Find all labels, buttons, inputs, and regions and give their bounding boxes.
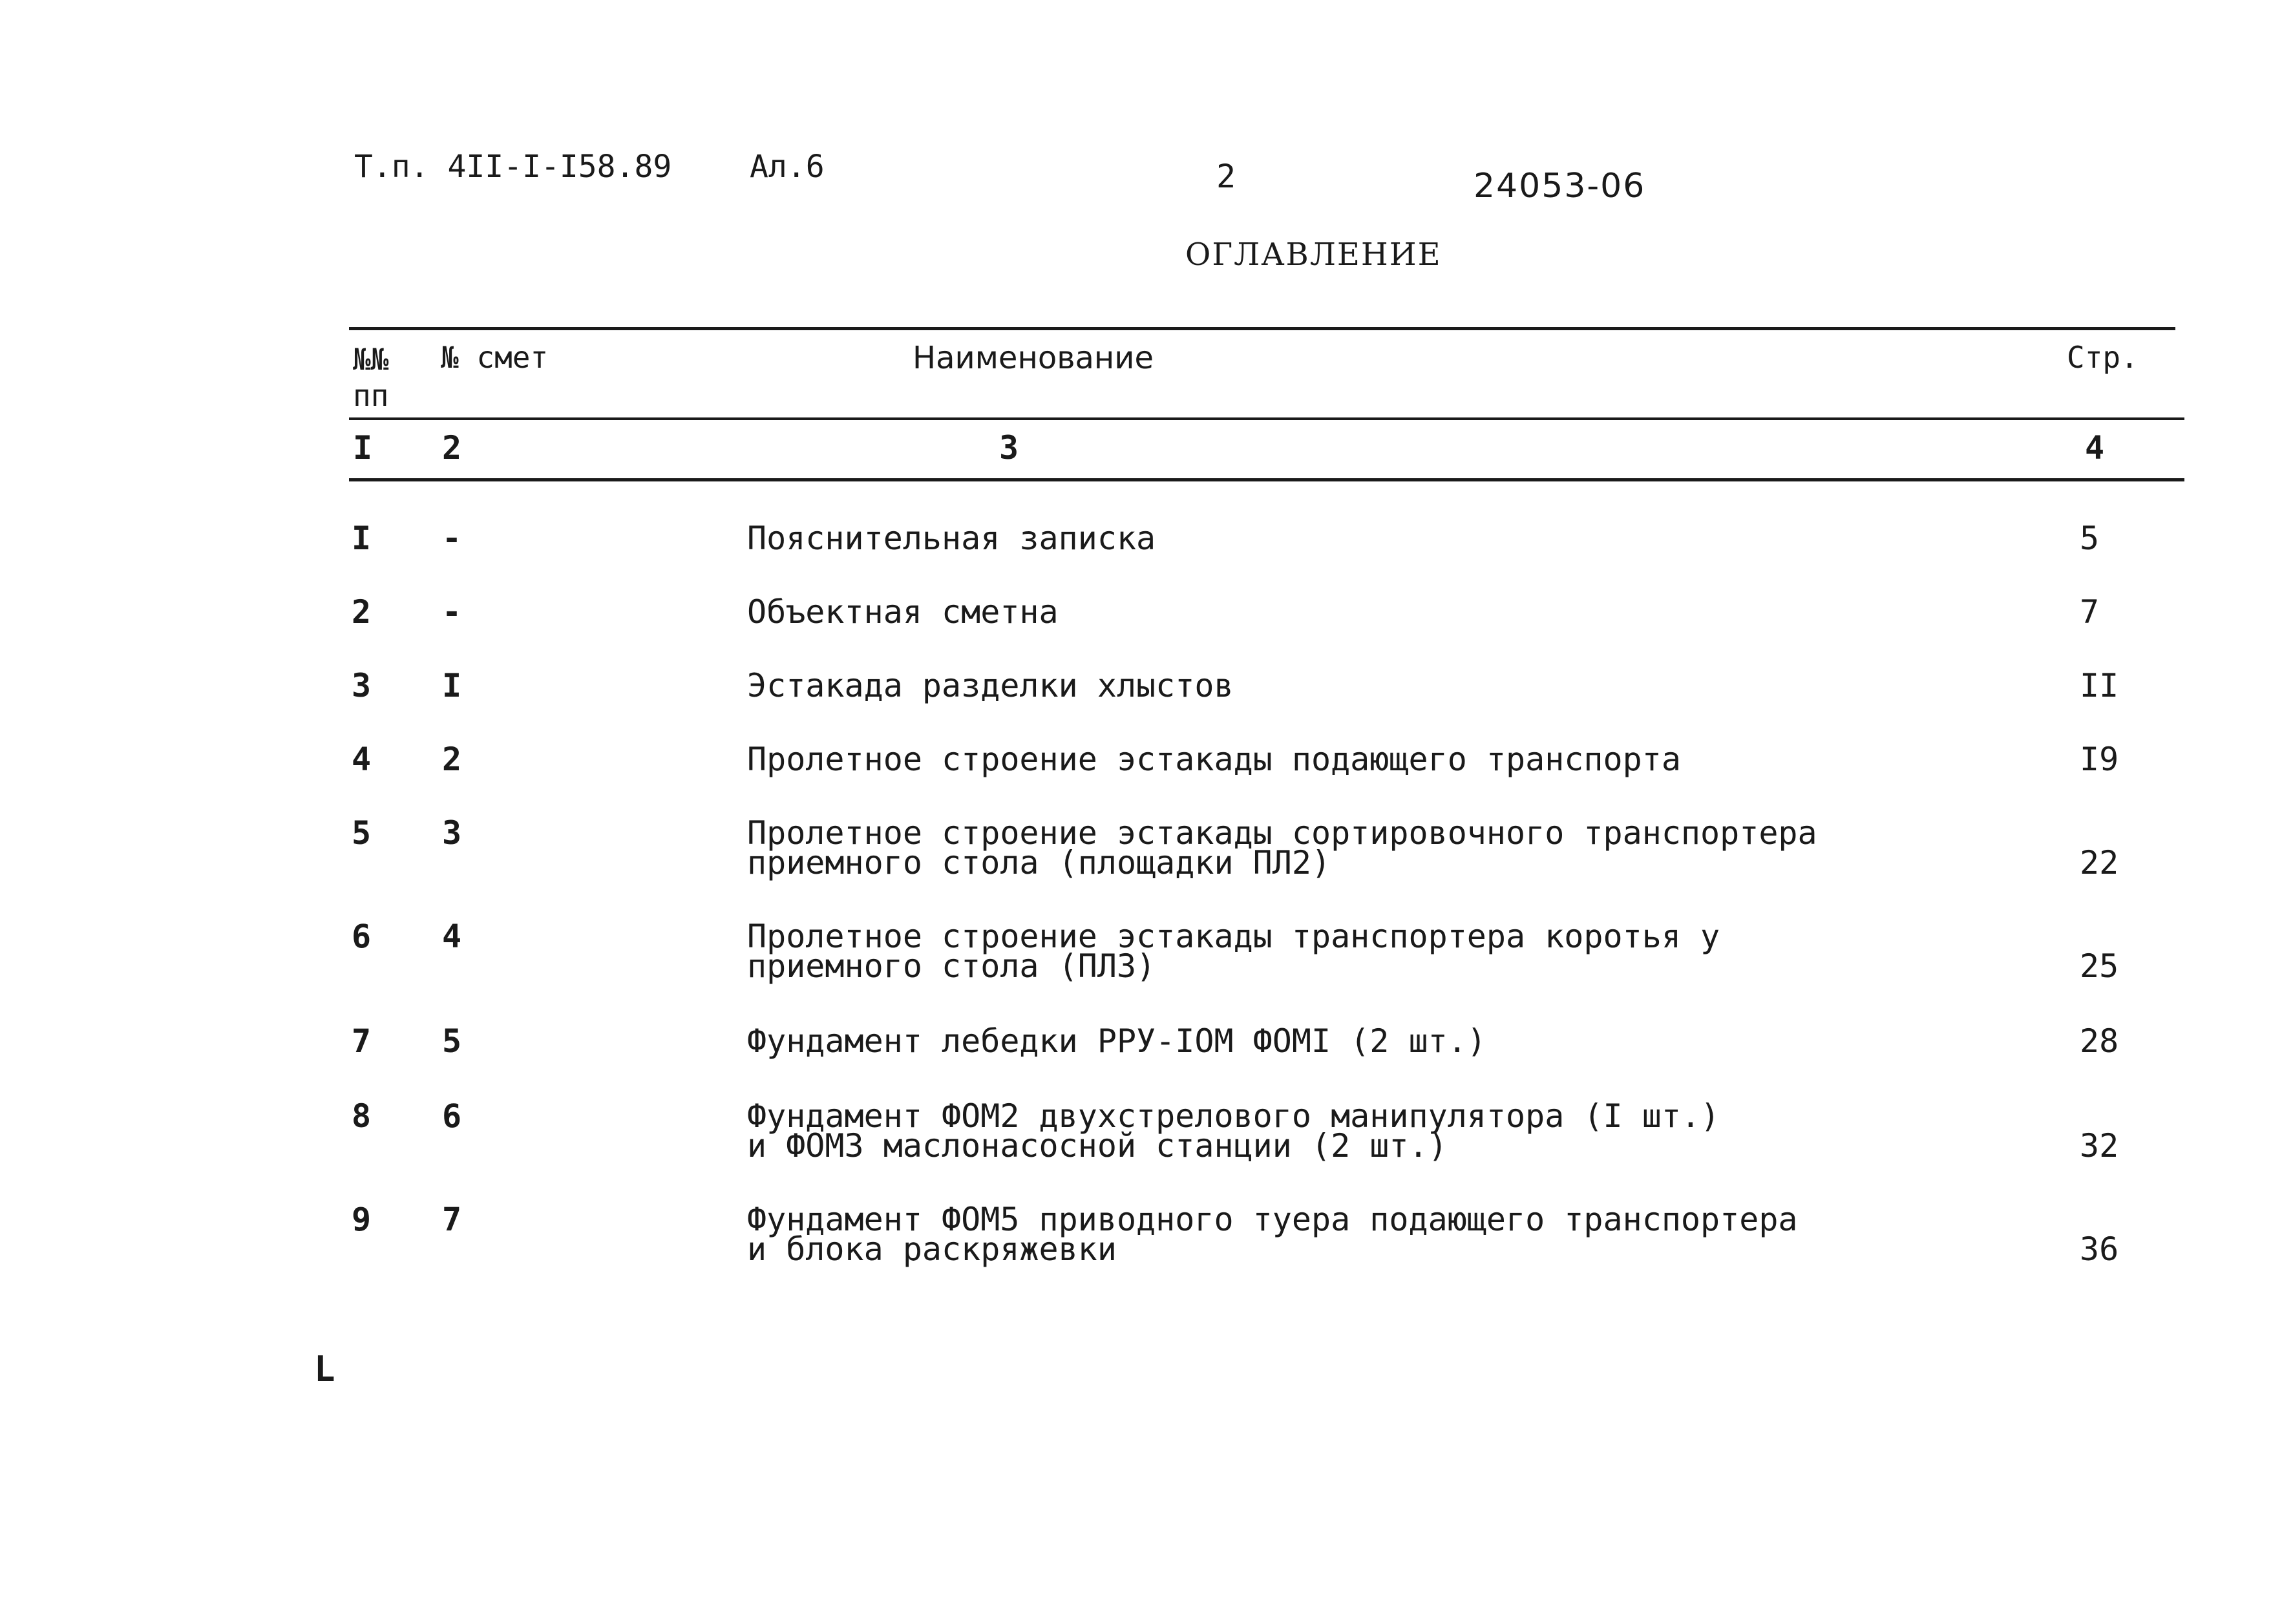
- document-number: Т.п. 4II-I-I58.89: [354, 149, 672, 185]
- row-estimate: 7: [442, 1201, 462, 1238]
- row-page: 28: [2080, 1022, 2119, 1060]
- row-name: Пролетное строение эстакады подающего транспорта: [747, 741, 1681, 778]
- row-name: Фундамент ФОМ5 приводного туера подающего транспортера и блока раскряжевки: [747, 1201, 1798, 1268]
- row-estimate: 4: [442, 918, 462, 955]
- row-number: 6: [352, 918, 372, 955]
- row-name: Пролетное строение эстакады транспортера коротья у приемного стола (ПЛЗ): [747, 918, 1720, 985]
- header-estimate-number: № смет: [441, 340, 549, 375]
- row-number: I: [352, 520, 372, 557]
- header-row-number: №№ пп: [353, 342, 389, 413]
- row-estimate: 5: [442, 1022, 462, 1060]
- row-page: I9: [2080, 741, 2119, 778]
- header-page: Стр.: [2067, 340, 2139, 375]
- row-estimate: 6: [442, 1097, 462, 1135]
- row-page: 32: [2080, 1127, 2119, 1165]
- row-number: 8: [352, 1097, 372, 1135]
- document-code: 24053-06: [1474, 167, 1646, 206]
- row-number: 2: [352, 593, 372, 631]
- table-body-rule: [349, 478, 2184, 481]
- sheet-label: Ал.6: [750, 149, 825, 185]
- row-number: 9: [352, 1201, 372, 1238]
- table-header-rule: [349, 417, 2184, 420]
- row-estimate: 3: [442, 814, 462, 852]
- row-page: 25: [2080, 947, 2119, 985]
- row-estimate: I: [442, 667, 462, 704]
- row-page: 7: [2080, 593, 2100, 631]
- column-number-4: 4: [2085, 429, 2105, 467]
- page-number: 2: [1216, 158, 1236, 195]
- column-number-2: 2: [442, 429, 462, 467]
- row-estimate: -: [442, 520, 462, 557]
- row-name: Объектная сметна: [747, 593, 1059, 631]
- table-top-rule: [349, 327, 2175, 330]
- row-number: 7: [352, 1022, 372, 1060]
- row-page: II: [2080, 667, 2119, 704]
- row-name: Пояснительная записка: [747, 520, 1156, 557]
- row-name: Фундамент лебедки РРУ-IOМ ФОМI (2 шт.): [747, 1022, 1486, 1060]
- page-title: ОГЛАВЛЕНИЕ: [1185, 237, 1442, 273]
- row-page: 22: [2080, 844, 2119, 881]
- row-page: 5: [2080, 520, 2100, 557]
- row-estimate: -: [442, 593, 462, 631]
- row-page: 36: [2080, 1230, 2119, 1268]
- column-number-3: 3: [999, 429, 1019, 467]
- row-name: Фундамент ФОМ2 двухстрелового манипулятора (I шт.) и ФОМЗ маслонасосной станции (2 шт.): [747, 1097, 1720, 1165]
- column-number-1: I: [353, 429, 373, 467]
- header-name: Наименование: [913, 340, 1154, 376]
- row-name: Пролетное строение эстакады сортировочного транспортера приемного стола (площадки ПЛ2): [747, 814, 1817, 881]
- row-number: 4: [352, 741, 372, 778]
- row-estimate: 2: [442, 741, 462, 778]
- corner-mark: L: [314, 1349, 335, 1389]
- row-name: Эстакада разделки хлыстов: [747, 667, 1234, 704]
- row-number: 5: [352, 814, 372, 852]
- row-number: 3: [352, 667, 372, 704]
